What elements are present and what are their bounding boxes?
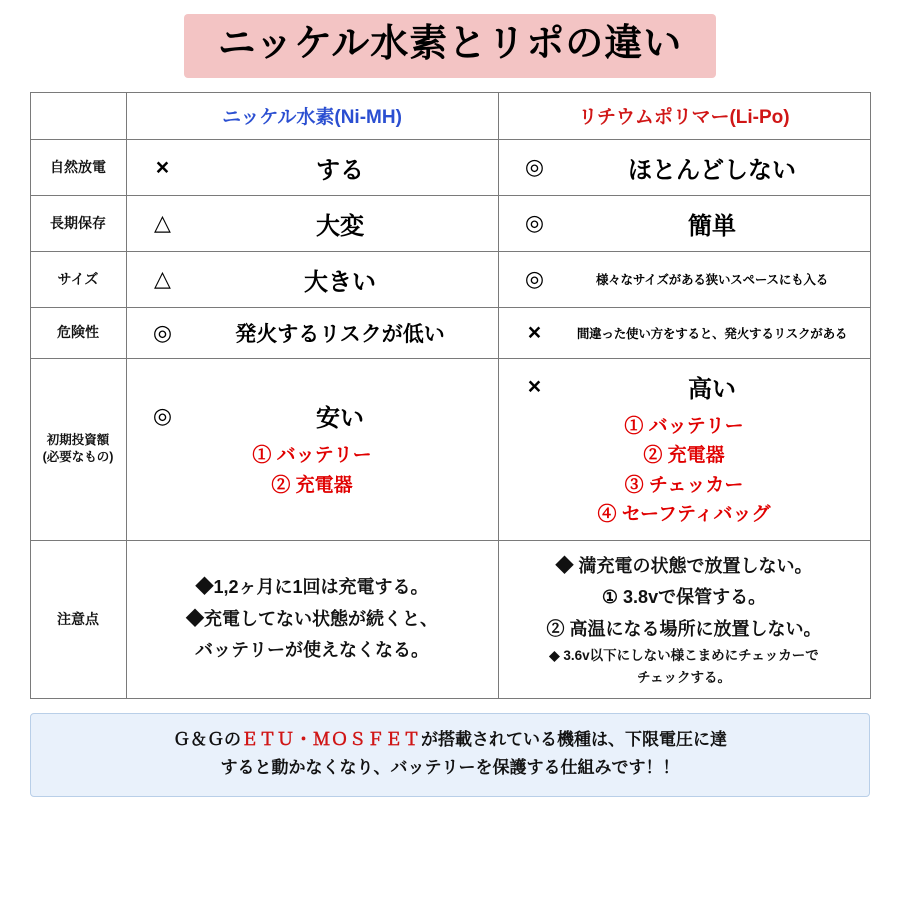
caution-list-lipo xyxy=(499,541,870,699)
list-item: ④ セーフティバッグ xyxy=(597,504,771,526)
cell-nimh-danger xyxy=(126,307,498,358)
cell-value: 大変 xyxy=(316,212,364,240)
caution-line: ◆ 満充電の状態で放置しない。 xyxy=(555,555,813,576)
caution-line: バッテリーが使えなくなる。 xyxy=(195,640,429,661)
rating-mark-icon: △ xyxy=(154,210,171,236)
title-banner xyxy=(0,14,900,78)
cell-value: 高い xyxy=(688,375,736,403)
cell-value: 発火するリスクが低い xyxy=(235,322,445,346)
table-row xyxy=(30,251,870,307)
rating-mark-icon: ◎ xyxy=(152,402,173,428)
table-row xyxy=(30,307,870,358)
rating-mark-icon: ◎ xyxy=(152,319,173,345)
cell-value: 安い xyxy=(316,405,364,433)
cell-value: 様々なサイズがある狭いスペースにも入る xyxy=(595,273,829,288)
cell-value: 大きい xyxy=(304,268,376,296)
cell-nimh-initial-cost xyxy=(126,358,498,540)
row-label-line1: 初期投資額 xyxy=(46,433,110,448)
rating-mark-icon: ◎ xyxy=(524,266,545,292)
cell-value: 間違った使い方をすると、発火するリスクがある xyxy=(576,326,848,341)
row-label-size: サイズ xyxy=(30,251,126,307)
required-items-list-nimh xyxy=(135,441,490,500)
table-row xyxy=(30,540,870,699)
caution-line: ① 3.8vで保管する。 xyxy=(601,587,767,608)
table-row xyxy=(30,139,870,195)
rating-mark-icon: △ xyxy=(154,266,171,292)
cell-nimh-size xyxy=(126,251,498,307)
caution-line-small: ◆ 3.6v以下にしない様こまめにチェッカーで xyxy=(549,648,819,664)
cell-lipo-danger xyxy=(498,307,870,358)
rating-mark-icon: ◎ xyxy=(524,210,545,236)
row-label-self-discharge: 自然放電 xyxy=(30,139,126,195)
footer-line1-post: が搭載されている機種は、下限電圧に達 xyxy=(421,730,727,750)
row-label-cautions: 注意点 xyxy=(30,540,126,699)
footer-line2: すると動かなくなり、バッテリーを保護する仕組みです！！ xyxy=(220,758,680,778)
cell-lipo-cautions xyxy=(498,540,870,699)
list-item: ③ チェッカー xyxy=(624,474,744,496)
rating-mark-icon: × xyxy=(527,319,542,346)
row-label-initial-cost xyxy=(30,358,126,540)
row-label-long-term-storage: 長期保存 xyxy=(30,195,126,251)
cell-nimh-self-discharge xyxy=(126,139,498,195)
page-title: ニッケル水素とリポの違い xyxy=(184,14,717,78)
caution-list-nimh xyxy=(127,562,498,677)
footer-highlight: ＥＴＵ・ＭＯＳＦＥＴ xyxy=(241,730,421,750)
list-item: ① バッテリー xyxy=(252,445,372,467)
cell-value: する xyxy=(316,156,364,184)
required-items-list-lipo xyxy=(507,412,862,530)
list-item: ② 充電器 xyxy=(643,445,725,467)
caution-line: ◆1,2ヶ月に1回は充電する。 xyxy=(195,577,429,598)
rating-mark-icon: × xyxy=(527,372,542,399)
table-row xyxy=(30,358,870,540)
list-item: ② 充電器 xyxy=(271,474,353,496)
cell-lipo-size xyxy=(498,251,870,307)
table-header-row xyxy=(30,92,870,139)
caution-line-small: チェックする。 xyxy=(636,669,732,685)
cell-nimh-long-term-storage xyxy=(126,195,498,251)
rating-mark-icon: × xyxy=(155,153,170,180)
footer-line1-pre: Ｇ＆Ｇの xyxy=(173,730,241,750)
cell-lipo-long-term-storage xyxy=(498,195,870,251)
rating-mark-icon: ◎ xyxy=(524,154,545,180)
footer-note xyxy=(30,713,870,797)
cell-lipo-initial-cost xyxy=(498,358,870,540)
cell-value: 簡単 xyxy=(688,212,736,240)
cell-lipo-self-discharge xyxy=(498,139,870,195)
caution-line: ② 高温になる場所に放置しない。 xyxy=(546,618,822,639)
header-nimh: ニッケル水素(Ni-MH) xyxy=(126,92,498,139)
row-label-line2: (必要なもの) xyxy=(42,450,114,465)
cell-nimh-cautions xyxy=(126,540,498,699)
row-label-danger: 危険性 xyxy=(30,307,126,358)
list-item: ① バッテリー xyxy=(624,415,744,437)
header-blank-cell xyxy=(30,92,126,139)
header-lipo: リチウムポリマー(Li-Po) xyxy=(498,92,870,139)
comparison-table xyxy=(30,92,871,699)
table-row xyxy=(30,195,870,251)
caution-line: ◆充電してない状態が続くと、 xyxy=(186,608,438,629)
cell-value: ほとんどしない xyxy=(628,156,796,184)
